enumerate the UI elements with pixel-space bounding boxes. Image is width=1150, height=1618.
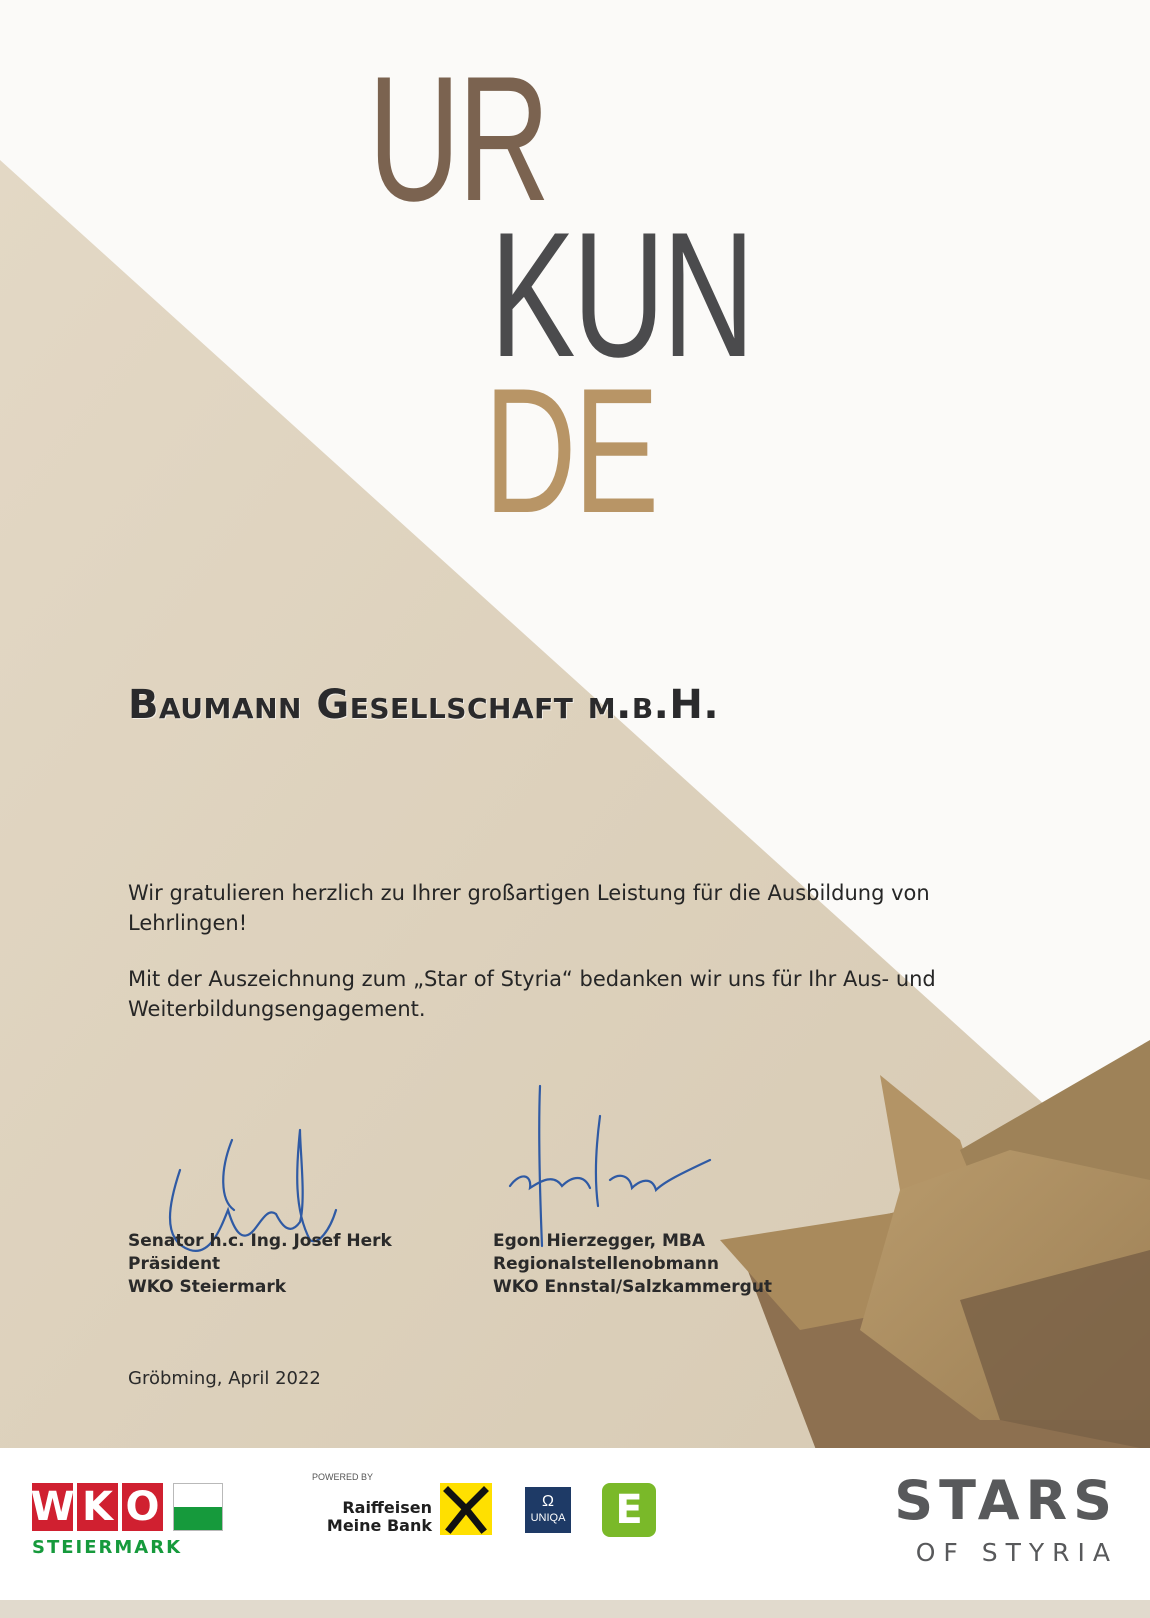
raiffeisen-wordmark — [310, 1499, 432, 1535]
stars-of-styria-subtitle: OF STYRIA — [915, 1538, 1118, 1567]
signatory-org: WKO Steiermark — [128, 1277, 287, 1297]
uniqa-label: UNIQA — [530, 1512, 566, 1524]
powered-by-label: POWERED BY — [312, 1472, 374, 1482]
wko-letter-w: W — [30, 1484, 75, 1530]
title-de: DE — [484, 351, 657, 550]
recipient-name: Baumann Gesellschaft m.b.H. — [128, 682, 720, 728]
energie-steiermark-logo: E — [602, 1483, 656, 1537]
stars-of-styria-logo: STARS — [894, 1469, 1118, 1532]
signatory-org: WKO Ennstal/Salzkammergut — [493, 1277, 773, 1297]
footer-strip — [0, 1600, 1150, 1618]
title-kun: KUN — [490, 195, 752, 394]
wko-letter-k: K — [77, 1483, 118, 1531]
raiffeisen-line1: Raiffeisen — [342, 1498, 432, 1517]
signatory-hierzegger — [493, 1230, 772, 1299]
place-date: Gröbming, April 2022 — [128, 1368, 321, 1389]
congratulation-text: Wir gratulieren herzlich zu Ihrer großartigen Leistung für die Ausbildung von Lehrlingen! — [128, 881, 930, 935]
award-text: Mit der Auszeichnung zum „Star of Styria“ bedanken wir uns für Ihr Aus- und Weiterbildungsengagement. — [128, 967, 936, 1021]
uniqa-logo — [525, 1487, 571, 1533]
uniqa-symbol-icon: Ω — [542, 1493, 554, 1510]
signatory-name: Senator h.c. Ing. Josef Herk — [128, 1231, 392, 1251]
styria-flag-icon — [173, 1483, 223, 1531]
raiffeisen-line2: Meine Bank — [326, 1516, 432, 1535]
wko-steiermark-logo — [32, 1483, 223, 1558]
signatory-name: Egon Hierzegger, MBA — [493, 1231, 706, 1251]
signatory-role: Regionalstellenobmann — [493, 1254, 719, 1274]
raiffeisen-gable-icon — [440, 1483, 492, 1535]
signatory-role: Präsident — [128, 1254, 221, 1274]
wko-steiermark-label: STEIERMARK — [32, 1537, 183, 1558]
title-ur: UR — [368, 39, 548, 238]
wko-letter-o: O — [122, 1483, 163, 1531]
signatory-herk — [128, 1230, 392, 1299]
